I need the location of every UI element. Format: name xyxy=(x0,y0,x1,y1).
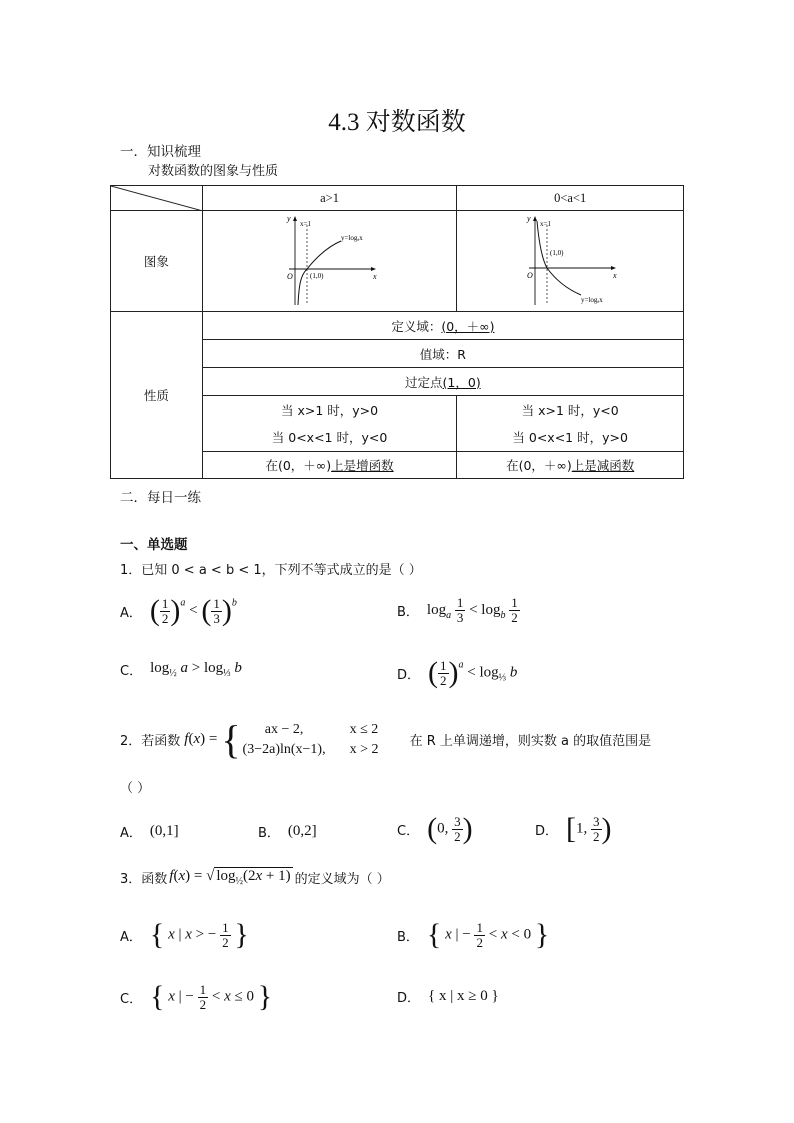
q2-d-math: [1, $\frac{3}{2}$ ) xyxy=(566,812,612,845)
q2-c-label: C． xyxy=(397,823,420,839)
graph-origin-label: O xyxy=(286,272,293,281)
q2-b-value: (0,2] xyxy=(287,823,317,839)
q1-d-math: ( $\frac{1}{2}$ )$^a < \log_{\frac{1}{3}} b$ xyxy=(428,656,518,689)
left-sign-line-2: 当 0<x<1 时，y<0 xyxy=(271,429,388,445)
left-monotonic-cell xyxy=(202,452,457,479)
q1-c-label: C． xyxy=(120,664,143,679)
q2-function-lhs: f(x) = xyxy=(184,731,218,747)
q2-option-c[interactable] xyxy=(397,812,473,846)
q2-case-1: ax − 2, xyxy=(264,721,304,737)
q1-option-c[interactable] xyxy=(120,660,242,679)
graph-x-label: x xyxy=(372,272,377,281)
q2-brace: { xyxy=(221,717,241,762)
graph-cell-increasing xyxy=(202,211,457,312)
q3-d-value: { x | x ≥ 0 } xyxy=(428,988,499,1004)
q2-stem-a: 2．若函数 xyxy=(120,734,181,749)
q2-a-value: (0,1] xyxy=(149,823,179,839)
row-label-graph: 图象 xyxy=(111,211,203,312)
fixed-point-value: (1，0) xyxy=(442,374,481,390)
section-single-choice: 一、单选题 xyxy=(120,537,188,553)
q1-d-label: D． xyxy=(397,667,421,683)
row-label-properties: 性质 xyxy=(111,312,203,479)
q3-option-a[interactable] xyxy=(120,918,249,952)
q2-a-label: A． xyxy=(120,826,142,841)
right-sign-line-2: 当 0<x<1 时，y>0 xyxy=(512,429,628,445)
q1-a-math: ( $\frac{1}{2}$ )$^a$ < ( $\frac{1}{3}$ )$^b$ xyxy=(149,594,237,627)
right-mono-prefix: 在(0，＋∞) xyxy=(506,458,572,473)
q3-b-label: B． xyxy=(397,929,419,945)
q2-d-label: D． xyxy=(535,823,559,839)
diagonal-header-cell xyxy=(111,186,203,211)
q3-c-label: C． xyxy=(120,991,143,1007)
q3-stem xyxy=(120,868,390,887)
left-sign-line-1: 当 x>1 时，y>0 xyxy=(280,402,379,418)
graph-x1-label: x=1 xyxy=(299,220,311,228)
table-caption: 对数函数的图象与性质 xyxy=(148,164,279,179)
graph-cell-decreasing xyxy=(457,211,684,312)
q3-stem-b: 的定义域为（ ） xyxy=(294,872,390,887)
section-knowledge: 一．知识梳理 xyxy=(120,144,201,160)
q3-d-label: D． xyxy=(397,991,421,1006)
right-sign-line-1: 当 x>1 时，y<0 xyxy=(521,402,619,418)
q2-cond-1: x ≤ 2 xyxy=(349,721,379,737)
left-sign-cell xyxy=(202,396,457,452)
left-mono-prefix: 在(0，＋∞) xyxy=(265,458,332,473)
section-daily-practice: 二．每日一练 xyxy=(120,490,201,506)
graph-x-label: x xyxy=(613,271,617,280)
fixed-point-row xyxy=(202,368,683,396)
q1-c-math: $\log_{\frac{1}{2}} a > \log_{\frac{1}{3}} b$ xyxy=(150,660,242,679)
header-a-gt-1: a>1 xyxy=(202,186,457,211)
graph-origin-label: O xyxy=(527,271,533,280)
q2-c-math: (0, $\frac{3}{2}$ ) xyxy=(427,812,473,845)
graph-curve-label: y=logₐx xyxy=(581,296,603,304)
q2-cond-2: x > 2 xyxy=(349,741,379,757)
q2-paren: （ ） xyxy=(120,781,151,796)
q3-a-label: A． xyxy=(120,929,142,945)
q3-a-math: { x | x > − $\frac{1}{2}$ } xyxy=(149,918,249,951)
q3-option-c[interactable] xyxy=(120,980,272,1014)
q2-stem xyxy=(120,716,651,763)
header-a-between: 0<a<1 xyxy=(457,186,684,211)
q2-cases xyxy=(243,722,410,758)
graph-x1-label: x=1 xyxy=(540,220,552,228)
q2-stem-b: 在 R 上单调递增，则实数 a 的取值范围是 xyxy=(409,734,652,749)
right-sign-cell xyxy=(457,396,684,452)
right-monotonic-cell xyxy=(457,452,684,479)
q2-option-d[interactable] xyxy=(535,812,612,846)
q2-b-label: B． xyxy=(258,826,280,841)
q2-option-a[interactable] xyxy=(120,822,179,841)
log-function-table xyxy=(110,185,684,479)
graph-y-label: y xyxy=(527,214,531,223)
q3-stem-a: 3．函数 xyxy=(120,872,168,887)
q3-b-math: { x | − $\frac{1}{2}$ < x < 0 } xyxy=(426,918,550,951)
diagonal-line xyxy=(111,186,203,211)
right-mono-value: 上是减函数 xyxy=(571,458,635,473)
q2-case-2: (3−2a)ln(x−1), xyxy=(242,741,326,757)
q1-b-label: B． xyxy=(397,605,419,620)
q1-stem: 1．已知 0 < a < b < 1，下列不等式成立的是（ ） xyxy=(120,563,422,578)
q1-option-b[interactable] xyxy=(397,596,520,625)
graph-curve-label: y=logₐx xyxy=(340,234,363,242)
domain-label: 定义域： xyxy=(391,318,442,334)
q1-a-label: A． xyxy=(120,605,142,621)
left-mono-value: 上是增函数 xyxy=(331,458,394,473)
domain-value: (0，＋∞) xyxy=(441,318,495,334)
graph-y-label: y xyxy=(286,214,291,223)
q1-b-math: $\log_a$ $\frac{1}{3}$ < $\log_b$ $\frac{1}{2}$ xyxy=(426,595,518,625)
increasing-log-graph xyxy=(275,213,385,309)
decreasing-log-graph xyxy=(515,213,625,309)
q3-option-d[interactable] xyxy=(397,987,499,1006)
q3-option-b[interactable] xyxy=(397,918,549,952)
graph-point-label: (1,0) xyxy=(550,249,564,257)
q2-option-b[interactable] xyxy=(258,822,317,841)
q1-option-d[interactable] xyxy=(397,656,517,690)
q1-option-a[interactable] xyxy=(120,594,237,628)
q3-function: f(x) = √ $\log_{\frac{1}{2}}(2x + 1)$ xyxy=(169,868,291,887)
range-row: 值域：R xyxy=(202,340,683,368)
domain-row xyxy=(202,312,683,340)
page-title: 4.3 对数函数 xyxy=(328,109,466,136)
fixed-point-label: 过定点 xyxy=(405,374,443,390)
graph-point-label: (1,0) xyxy=(309,272,323,280)
q3-c-math: { x | − $\frac{1}{2}$ < x ≤ 0 } xyxy=(150,980,273,1013)
